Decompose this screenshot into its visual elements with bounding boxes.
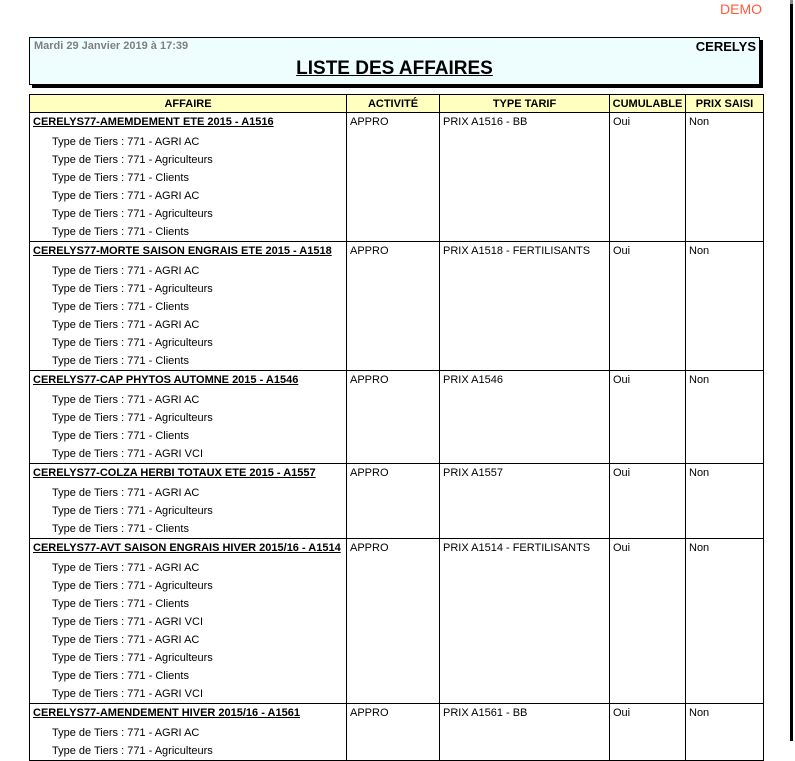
affaire-name: CERELYS77-CAP PHYTOS AUTOMNE 2015 - A1546 [33,374,299,386]
cumulable-cell [610,539,686,704]
table-row [30,371,764,464]
tiers-type-line: Type de Tiers : 771 - Clients [52,523,189,535]
prix-saisi-cell-value: Non [689,542,710,554]
cumulable-cell [610,113,686,242]
tiers-type-line: Type de Tiers : 771 - Agriculteurs [52,283,213,295]
tiers-type-line: Type de Tiers : 771 - AGRI VCI [52,616,204,628]
report-header [29,37,760,85]
activite-cell [347,113,440,242]
prix-saisi-cell-value: Non [689,707,710,719]
prix-saisi-cell-value: Non [689,374,710,386]
table-row [30,704,764,761]
tiers-type-line: Type de Tiers : 771 - AGRI AC [52,727,200,739]
type-tarif-cell [440,704,610,761]
tiers-type-line: Type de Tiers : 771 - Clients [52,355,189,367]
type-tarif-cell [440,242,610,371]
affaire-name: CERELYS77-MORTE SAISON ENGRAIS ETE 2015 - A1518 [33,245,332,257]
affaire-cell [30,704,347,761]
tiers-type-line: Type de Tiers : 771 - Agriculteurs [52,652,213,664]
report-date: Mardi 29 Janvier 2019 à 17:39 [34,40,189,52]
type-tarif-cell-value: PRIX A1561 - BB [443,707,528,719]
cumulable-cell-value: Oui [613,467,631,479]
activite-cell-value: APPRO [350,116,389,128]
affaires-table [29,94,764,761]
cumulable-cell-value: Oui [613,542,631,554]
activite-cell-value: APPRO [350,542,389,554]
tiers-type-line: Type de Tiers : 771 - AGRI AC [52,319,200,331]
affaire-cell [30,113,347,242]
tiers-type-line: Type de Tiers : 771 - Clients [52,226,189,238]
type-tarif-cell [440,539,610,704]
activite-cell [347,539,440,704]
cumulable-cell [610,242,686,371]
table-row [30,242,764,371]
type-tarif-cell-value: PRIX A1557 [443,467,503,479]
tiers-type-line: Type de Tiers : 771 - Agriculteurs [52,337,213,349]
affaire-cell [30,539,347,704]
tiers-type-line: Type de Tiers : 771 - AGRI AC [52,487,200,499]
tiers-type-line: Type de Tiers : 771 - AGRI AC [52,190,200,202]
prix-saisi-cell-value: Non [689,245,710,257]
type-tarif-cell [440,371,610,464]
tiers-type-line: Type de Tiers : 771 - AGRI AC [52,562,200,574]
tiers-type-line: Type de Tiers : 771 - Agriculteurs [52,208,213,220]
activite-cell [347,464,440,539]
demo-watermark: DEMO [720,1,762,17]
cumulable-cell [610,464,686,539]
type-tarif-cell-value: PRIX A1516 - BB [443,116,528,128]
column-header-prix-saisi: PRIX SAISI [686,95,764,113]
prix-saisi-cell [686,539,764,704]
type-tarif-cell-value: PRIX A1546 [443,374,503,386]
tiers-type-line: Type de Tiers : 771 - Clients [52,670,189,682]
company-name: CERELYS [695,39,756,54]
affaire-cell [30,371,347,464]
tiers-type-line: Type de Tiers : 771 - Agriculteurs [52,412,213,424]
tiers-type-line: Type de Tiers : 771 - AGRI VCI [52,688,204,700]
tiers-type-line: Type de Tiers : 771 - Clients [52,172,189,184]
affaire-cell [30,242,347,371]
type-tarif-cell [440,464,610,539]
tiers-type-line: Type de Tiers : 771 - Agriculteurs [52,580,213,592]
affaire-name: CERELYS77-COLZA HERBI TOTAUX ETE 2015 - A1557 [33,467,316,479]
tiers-type-line: Type de Tiers : 771 - AGRI AC [52,136,200,148]
column-header-cumulable: CUMULABLE [610,95,686,113]
prix-saisi-cell [686,464,764,539]
tiers-type-line: Type de Tiers : 771 - Clients [52,430,189,442]
table-row [30,464,764,539]
table-header-row [30,95,764,113]
type-tarif-cell-value: PRIX A1514 - FERTILISANTS [443,542,591,554]
column-header-activite: ACTIVITÉ [347,95,440,113]
activite-cell-value: APPRO [350,245,389,257]
cumulable-cell [610,704,686,761]
report-title: LISTE DES AFFAIRES [296,58,493,79]
type-tarif-cell-value: PRIX A1518 - FERTILISANTS [443,245,591,257]
table-row [30,113,764,242]
prix-saisi-cell [686,113,764,242]
activite-cell [347,242,440,371]
tiers-type-line: Type de Tiers : 771 - Agriculteurs [52,505,213,517]
prix-saisi-cell [686,242,764,371]
cumulable-cell-value: Oui [613,245,631,257]
type-tarif-cell [440,113,610,242]
prix-saisi-cell-value: Non [689,467,710,479]
affaire-name: CERELYS77-AMEMDEMENT ETE 2015 - A1516 [33,116,274,128]
affaire-cell [30,464,347,539]
cumulable-cell-value: Oui [613,374,631,386]
tiers-type-line: Type de Tiers : 771 - AGRI AC [52,265,200,277]
activite-cell [347,371,440,464]
tiers-type-line: Type de Tiers : 771 - AGRI VCI [52,448,204,460]
activite-cell-value: APPRO [350,467,389,479]
cumulable-cell-value: Oui [613,116,631,128]
prix-saisi-cell [686,704,764,761]
tiers-type-line: Type de Tiers : 771 - Agriculteurs [52,154,213,166]
window-edge-scrollbar [790,0,793,741]
column-header-type-tarif: TYPE TARIF [440,95,610,113]
tiers-type-line: Type de Tiers : 771 - AGRI AC [52,394,200,406]
tiers-type-line: Type de Tiers : 771 - Agriculteurs [52,745,213,757]
cumulable-cell-value: Oui [613,707,631,719]
activite-cell-value: APPRO [350,374,389,386]
tiers-type-line: Type de Tiers : 771 - Clients [52,301,189,313]
affaire-name: CERELYS77-AVT SAISON ENGRAIS HIVER 2015/16 - A1514 [33,542,341,554]
table-row [30,539,764,704]
affaire-name: CERELYS77-AMENDEMENT HIVER 2015/16 - A1561 [33,707,300,719]
tiers-type-line: Type de Tiers : 771 - AGRI AC [52,634,200,646]
cumulable-cell [610,371,686,464]
prix-saisi-cell-value: Non [689,116,710,128]
tiers-type-line: Type de Tiers : 771 - Clients [52,598,189,610]
prix-saisi-cell [686,371,764,464]
column-header-affaire: AFFAIRE [30,95,347,113]
activite-cell-value: APPRO [350,707,389,719]
activite-cell [347,704,440,761]
